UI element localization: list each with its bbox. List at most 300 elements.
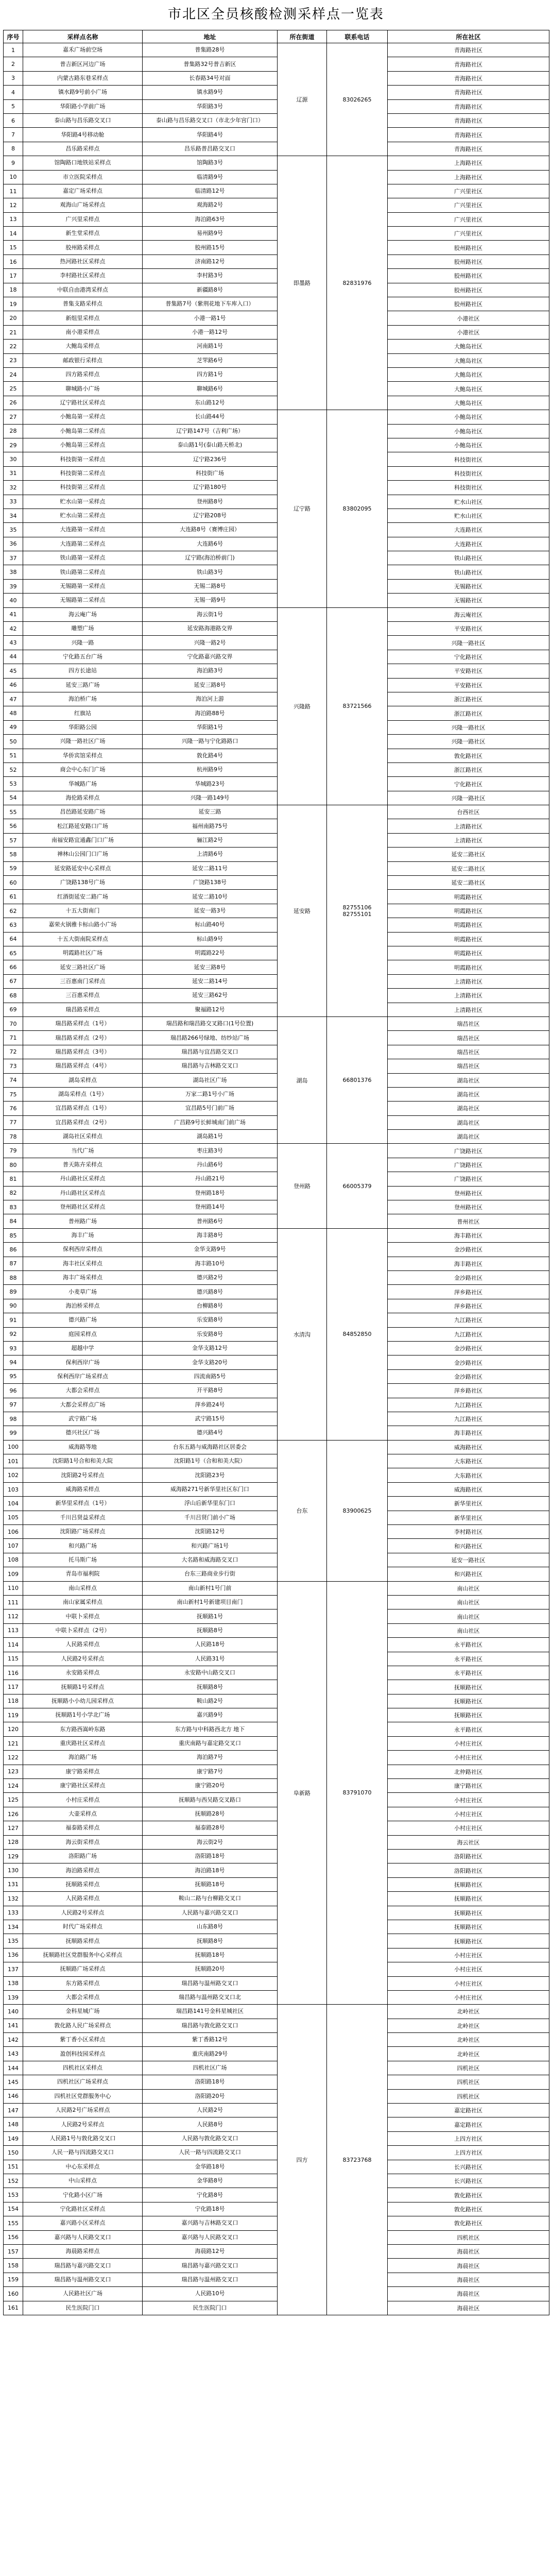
cell-address: 瑞昌路与温州路交叉口: [143, 2273, 278, 2286]
table-row: [4, 1765, 549, 1778]
cell-name: 海丰广场: [23, 1228, 143, 1242]
cell-index: 141: [4, 2019, 23, 2032]
cell-index: 135: [4, 1934, 23, 1948]
cell-index: 14: [4, 227, 23, 241]
cell-name: 登州路社区采样点: [23, 1200, 143, 1214]
table-row: [4, 495, 549, 509]
cell-index: 64: [4, 932, 23, 946]
table-row: [4, 1638, 549, 1652]
cell-index: 37: [4, 551, 23, 565]
cell-address: 大名路和威海路交叉口: [143, 1553, 278, 1567]
table-row: [4, 2259, 549, 2273]
cell-address: 海云街2号: [143, 1835, 278, 1849]
cell-name: 科技街第一采样点: [23, 452, 143, 466]
cell-community: 小鲍岛社区: [388, 424, 549, 438]
table-row: [4, 1398, 549, 1412]
table-row: [4, 989, 549, 1003]
cell-community: 南山社区: [388, 1609, 549, 1623]
table-row: [4, 1877, 549, 1891]
cell-community: 金沙路社区: [388, 1270, 549, 1284]
cell-community: 九江路社区: [388, 1398, 549, 1412]
cell-address: 登州路18号: [143, 1186, 278, 1200]
cell-address: 标山路40号: [143, 918, 278, 932]
cell-address: 长山路44号: [143, 410, 278, 424]
cell-name: 湖岛采样点: [23, 1073, 143, 1087]
cell-address: 瑞昌路266号绿地、纺纱站广场: [143, 1031, 278, 1045]
cell-index: 81: [4, 1172, 23, 1186]
cell-index: 60: [4, 876, 23, 890]
cell-address: 嘉兴路9号: [143, 1708, 278, 1722]
table-row: [4, 113, 549, 127]
cell-name: 海泊路采样点: [23, 1863, 143, 1877]
cell-index: 82: [4, 1186, 23, 1200]
cell-address: 鞍山二路与台柳路交叉口: [143, 1892, 278, 1906]
cell-name: 宁化路小区广场: [23, 2188, 143, 2202]
table-row: [4, 396, 549, 410]
cell-phone: 83721566: [327, 607, 388, 805]
cell-address: 延安一路3号: [143, 904, 278, 918]
cell-community: 威海路社区: [388, 1440, 549, 1454]
cell-address: 人民路8号: [143, 2117, 278, 2131]
table-row: [4, 2075, 549, 2089]
cell-phone: 83802095: [327, 410, 388, 607]
col-header-address: 地址: [143, 30, 278, 43]
cell-name: 人民一路与四流路交叉口: [23, 2146, 143, 2160]
cell-name: 超越中学: [23, 1341, 143, 1355]
cell-address: 浮山后新华里东门口: [143, 1497, 278, 1511]
cell-index: 122: [4, 1751, 23, 1765]
cell-name: 小鲍岛第三采样点: [23, 438, 143, 452]
table-row: [4, 1567, 549, 1581]
cell-index: 46: [4, 678, 23, 692]
table-row: [4, 99, 549, 113]
cell-name: 紫丁香小区采样点: [23, 2033, 143, 2047]
cell-address: 延安三路62号: [143, 989, 278, 1003]
cell-community: 北仲路社区: [388, 1765, 549, 1778]
cell-index: 154: [4, 2202, 23, 2216]
cell-name: 沈阳路1号合和和美大院: [23, 1454, 143, 1468]
cell-index: 98: [4, 1412, 23, 1426]
table-row: [4, 805, 549, 819]
cell-community: 海云社区: [388, 1835, 549, 1849]
cell-index: 152: [4, 2174, 23, 2188]
cell-phone: 82831976: [327, 156, 388, 410]
cell-index: 110: [4, 1581, 23, 1595]
table-row: [4, 198, 549, 212]
table-row: [4, 1073, 549, 1087]
cell-community: 上海路社区: [388, 170, 549, 184]
table-row: [4, 71, 549, 85]
cell-address: 小港一路1号: [143, 311, 278, 325]
cell-community: 登州路社区: [388, 1186, 549, 1200]
cell-index: 66: [4, 960, 23, 974]
cell-index: 69: [4, 1003, 23, 1016]
cell-index: 97: [4, 1398, 23, 1412]
table-row: [4, 594, 549, 607]
cell-name: 华城路广场: [23, 777, 143, 791]
cell-name: 瑞昌路采样点（3号）: [23, 1045, 143, 1059]
table-row: [4, 692, 549, 706]
cell-name: 海伦路采样点: [23, 791, 143, 805]
cell-address: 普集路32号普吉新区: [143, 57, 278, 71]
cell-name: 保利西岸广场: [23, 1355, 143, 1369]
cell-community: 大鲍岛社区: [388, 367, 549, 381]
cell-address: 延安二路10号: [143, 890, 278, 904]
cell-address: 长春路34号对面: [143, 71, 278, 85]
cell-community: 兴隆一路社区: [388, 791, 549, 805]
cell-index: 75: [4, 1087, 23, 1101]
cell-index: 87: [4, 1257, 23, 1270]
cell-address: 康宁路20号: [143, 1779, 278, 1793]
cell-name: 重庆路社区采样点: [23, 1736, 143, 1750]
cell-name: 科技街第二采样点: [23, 466, 143, 480]
cell-community: 胶州路社区: [388, 241, 549, 255]
table-row: [4, 184, 549, 198]
cell-address: 金华路8号: [143, 2174, 278, 2188]
cell-community: 抚顺路社区: [388, 1934, 549, 1948]
cell-name: 威海路等地: [23, 1440, 143, 1454]
cell-phone: 83026265: [327, 43, 388, 156]
cell-index: 136: [4, 1948, 23, 1962]
cell-name: 贮水山第二采样点: [23, 509, 143, 522]
cell-community: 海晨社区: [388, 2244, 549, 2258]
table-row: [4, 1553, 549, 1567]
cell-name: 无锡路第一采样点: [23, 579, 143, 593]
cell-address: 广昌路9号长鲜城南门前广场: [143, 1115, 278, 1129]
cell-name: 镇水路9号前小广场: [23, 86, 143, 99]
cell-address: 东方路与中科路西北方 地下: [143, 1722, 278, 1736]
cell-community: 长兴路社区: [388, 2160, 549, 2174]
cell-name: 中联卜采样点: [23, 1609, 143, 1623]
cell-address: 聊城路6号: [143, 382, 278, 396]
table-row: [4, 367, 549, 381]
cell-community: 无锡路社区: [388, 594, 549, 607]
cell-address: 瑞昌路与温州路交叉口北: [143, 1990, 278, 2004]
cell-index: 109: [4, 1567, 23, 1581]
cell-address: 海泊路88号: [143, 706, 278, 720]
table-row: [4, 636, 549, 650]
cell-name: 抚顺路采样点: [23, 1877, 143, 1891]
cell-index: 83: [4, 1200, 23, 1214]
cell-community: 小村庄社区: [388, 1793, 549, 1807]
cell-name: 十五大街南院采样点: [23, 932, 143, 946]
cell-name: 海云街采样点: [23, 1835, 143, 1849]
cell-index: 49: [4, 720, 23, 734]
cell-community: 康宁路社区: [388, 1779, 549, 1793]
cell-address: 辽宁路236号: [143, 452, 278, 466]
cell-address: 瑞昌路与宜昌路交叉口: [143, 1045, 278, 1059]
cell-community: 科技街社区: [388, 466, 549, 480]
cell-community: 宁化路社区: [388, 777, 549, 791]
cell-index: 67: [4, 974, 23, 988]
cell-name: 雕塑广场: [23, 622, 143, 636]
cell-address: 宜昌路5号门前广场: [143, 1101, 278, 1115]
cell-subdistrict: 登州路: [278, 1144, 327, 1228]
table-row: [4, 890, 549, 904]
cell-address: 无锡二路8号: [143, 579, 278, 593]
cell-community: 广兴里社区: [388, 212, 549, 226]
cell-index: 114: [4, 1638, 23, 1652]
cell-address: 抚顺路20号: [143, 1962, 278, 1976]
cell-community: 广饶路社区: [388, 1144, 549, 1158]
cell-community: 大东路社区: [388, 1468, 549, 1482]
cell-index: 153: [4, 2188, 23, 2202]
cell-community: 广饶路社区: [388, 1172, 549, 1186]
cell-community: 湖岛社区: [388, 1130, 549, 1144]
cell-community: 和兴路社区: [388, 1539, 549, 1553]
cell-name: 普吉新区河边广场: [23, 57, 143, 71]
cell-name: 人民路社区广场: [23, 2287, 143, 2301]
cell-address: 无锡一路9号: [143, 594, 278, 607]
cell-community: 瑞昌社区: [388, 1059, 549, 1073]
cell-address: 台柳路8号: [143, 1299, 278, 1313]
table-row: [4, 86, 549, 99]
cell-community: 敦化路社区: [388, 2202, 549, 2216]
cell-address: 泰山路与昌乐路交叉口（市北少年宫门口）: [143, 113, 278, 127]
table-row: [4, 2117, 549, 2131]
cell-address: 海泊路18号: [143, 1863, 278, 1877]
cell-index: 34: [4, 509, 23, 522]
cell-address: 德兴路2号: [143, 1270, 278, 1284]
cell-index: 12: [4, 198, 23, 212]
cell-address: 重庆南路与嘉定路交叉口: [143, 1736, 278, 1750]
table-row: [4, 1962, 549, 1976]
cell-subdistrict: 延安路: [278, 805, 327, 1017]
cell-index: 21: [4, 325, 23, 339]
cell-community: 明霞路社区: [388, 918, 549, 932]
cell-address: 杭州路9号: [143, 762, 278, 776]
table-row: [4, 2019, 549, 2032]
cell-index: 131: [4, 1877, 23, 1891]
cell-phone: 83900625: [327, 1440, 388, 1581]
table-row: [4, 932, 549, 946]
cell-address: 丹山路6号: [143, 1158, 278, 1172]
table-row: [4, 1369, 549, 1383]
cell-index: 50: [4, 735, 23, 749]
cell-community: 湖岛社区: [388, 1101, 549, 1115]
cell-name: 延安三路广场: [23, 678, 143, 692]
table-row: [4, 1511, 549, 1524]
cell-name: 铁山路第一采样点: [23, 551, 143, 565]
table-row: [4, 1990, 549, 2004]
table-row: [4, 43, 549, 57]
cell-name: 海丰广场采样点: [23, 1270, 143, 1284]
cell-address: 延安二路11号: [143, 861, 278, 875]
cell-community: 永平路社区: [388, 1638, 549, 1652]
cell-index: 56: [4, 819, 23, 833]
cell-index: 115: [4, 1652, 23, 1666]
cell-community: 和兴路社区: [388, 1567, 549, 1581]
table-row: [4, 1666, 549, 1680]
cell-index: 57: [4, 833, 23, 847]
cell-index: 144: [4, 2061, 23, 2075]
table-row: [4, 1948, 549, 1962]
cell-community: 南山社区: [388, 1581, 549, 1595]
cell-community: 海晨社区: [388, 2273, 549, 2286]
cell-address: 海泊路7号: [143, 1751, 278, 1765]
cell-index: 52: [4, 762, 23, 776]
cell-index: 77: [4, 1115, 23, 1129]
cell-name: 中心东采样点: [23, 2160, 143, 2174]
table-row: [4, 424, 549, 438]
cell-community: 九江路社区: [388, 1313, 549, 1327]
cell-name: 华阳路4号移动舱: [23, 128, 143, 142]
cell-community: 延安二路社区: [388, 861, 549, 875]
cell-community: 胶州路社区: [388, 297, 549, 311]
cell-index: 100: [4, 1440, 23, 1454]
table-row: [4, 1779, 549, 1793]
cell-community: 大鲍岛社区: [388, 353, 549, 367]
cell-name: 沈阳路广场采样点: [23, 1525, 143, 1539]
cell-address: 乐安路8号: [143, 1327, 278, 1341]
table-row: [4, 918, 549, 932]
cell-name: 三百惠南门采样点: [23, 974, 143, 988]
cell-name: 新组里采样点: [23, 311, 143, 325]
cell-index: 80: [4, 1158, 23, 1172]
cell-name: 庭园采样点: [23, 1327, 143, 1341]
cell-address: 延安二路14号: [143, 974, 278, 988]
cell-index: 113: [4, 1623, 23, 1637]
cell-index: 130: [4, 1863, 23, 1877]
table-row: [4, 1200, 549, 1214]
cell-index: 48: [4, 706, 23, 720]
table-row: [4, 819, 549, 833]
cell-community: 抚顺路社区: [388, 1920, 549, 1934]
cell-index: 51: [4, 749, 23, 762]
table-row: [4, 297, 549, 311]
cell-address: 兴隆一路149号: [143, 791, 278, 805]
cell-address: 紫丁香路12号: [143, 2033, 278, 2047]
cell-index: 29: [4, 438, 23, 452]
cell-index: 88: [4, 1270, 23, 1284]
cell-name: 四机社区党群服务中心: [23, 2089, 143, 2103]
table-row: [4, 1892, 549, 1906]
cell-address: 洛阳路18号: [143, 1850, 278, 1863]
table-row: [4, 128, 549, 142]
table-row: [4, 1341, 549, 1355]
cell-name: 宁化路五台广场: [23, 650, 143, 664]
cell-name: 延安三路社区广场: [23, 960, 143, 974]
cell-community: 大鲍岛社区: [388, 340, 549, 353]
cell-index: 76: [4, 1101, 23, 1115]
table-row: [4, 861, 549, 875]
cell-index: 35: [4, 523, 23, 537]
cell-name: 大壶采样点: [23, 1807, 143, 1821]
cell-name: 市立医院采样点: [23, 170, 143, 184]
cell-index: 47: [4, 692, 23, 706]
cell-address: 馆陶路3号: [143, 156, 278, 170]
table-row: [4, 2301, 549, 2315]
cell-community: 广饶路社区: [388, 1158, 549, 1172]
cell-community: 小村庄社区: [388, 1976, 549, 1990]
cell-community: 明霞路社区: [388, 946, 549, 960]
cell-name: 洛阳路广场: [23, 1850, 143, 1863]
cell-name: 南山采样点: [23, 1581, 143, 1595]
cell-address: 延安路海港路交界: [143, 622, 278, 636]
cell-community: 海晨社区: [388, 2287, 549, 2301]
cell-name: 嘉兴路小区采样点: [23, 2216, 143, 2230]
cell-name: 馆陶路口地铁站采样点: [23, 156, 143, 170]
cell-address: 洛阳路20号: [143, 2089, 278, 2103]
cell-community: 四机社区: [388, 2061, 549, 2075]
cell-community: 金沙路社区: [388, 1369, 549, 1383]
cell-index: 8: [4, 142, 23, 156]
cell-address: 福泰路28号: [143, 1821, 278, 1835]
cell-name: 大都会采样点广场: [23, 1398, 143, 1412]
cell-index: 72: [4, 1045, 23, 1059]
cell-name: 热河路社区采样点: [23, 255, 143, 268]
table-row: [4, 212, 549, 226]
cell-community: 小村庄社区: [388, 1990, 549, 2004]
cell-name: 邮政银行采样点: [23, 353, 143, 367]
cell-name: 四机社区广场采样点: [23, 2075, 143, 2089]
cell-community: 抚顺路社区: [388, 1694, 549, 1708]
cell-name: 东方路采样点: [23, 1976, 143, 1990]
cell-index: 160: [4, 2287, 23, 2301]
cell-name: 大都会采样点: [23, 1990, 143, 2004]
cell-index: 13: [4, 212, 23, 226]
cell-address: 大连路6号: [143, 537, 278, 551]
cell-address: 华阳路3号: [143, 99, 278, 113]
cell-address: 科技街广场: [143, 466, 278, 480]
cell-address: 万家二路1号小广场: [143, 1087, 278, 1101]
table-row: [4, 255, 549, 268]
cell-name: 嘉定广场采样点: [23, 184, 143, 198]
cell-address: 延安三路8号: [143, 960, 278, 974]
cell-community: 小鲍岛社区: [388, 410, 549, 424]
cell-address: 河南路1号: [143, 340, 278, 353]
table-row: [4, 1863, 549, 1877]
cell-index: 11: [4, 184, 23, 198]
cell-address: 抚顺路8号: [143, 1934, 278, 1948]
cell-address: 大连路8号（赛博庄园）: [143, 523, 278, 537]
cell-name: 兴隆一路: [23, 636, 143, 650]
cell-address: 和兴路广场1号: [143, 1539, 278, 1553]
table-row: [4, 876, 549, 890]
cell-subdistrict: 辽源: [278, 43, 327, 156]
cell-community: 敦化路社区: [388, 2188, 549, 2202]
table-row: [4, 1454, 549, 1468]
cell-address: 南山新村1号新建项目南门: [143, 1595, 278, 1609]
table-row: [4, 340, 549, 353]
cell-name: 沈阳路2号采样点: [23, 1468, 143, 1482]
cell-phone: 84852850: [327, 1228, 388, 1440]
cell-address: 小港一路12号: [143, 325, 278, 339]
cell-community: 瑞昌社区: [388, 1016, 549, 1030]
cell-address: 丹山路21号: [143, 1172, 278, 1186]
cell-name: 兴隆一路社区广场: [23, 735, 143, 749]
cell-community: 胶州路社区: [388, 255, 549, 268]
cell-community: 平安路社区: [388, 678, 549, 692]
cell-community: 浙江路社区: [388, 692, 549, 706]
cell-address: 瑞昌路141号金科星城社区: [143, 2005, 278, 2019]
cell-address: 德兴路8号: [143, 1285, 278, 1299]
cell-index: 26: [4, 396, 23, 410]
table-body: [4, 43, 549, 2315]
cell-community: 威海路社区: [388, 1482, 549, 1496]
sampling-points-table: [3, 30, 549, 2315]
table-row: [4, 537, 549, 551]
cell-phone: 66801376: [327, 1016, 388, 1144]
cell-community: 贮水山社区: [388, 509, 549, 522]
cell-index: 157: [4, 2244, 23, 2258]
table-row: [4, 1384, 549, 1398]
table-row: [4, 2287, 549, 2301]
cell-index: 121: [4, 1736, 23, 1750]
cell-community: 新华里社区: [388, 1511, 549, 1524]
col-header-community: 所在社区: [388, 30, 549, 43]
cell-address: 宁化路18号: [143, 2202, 278, 2216]
